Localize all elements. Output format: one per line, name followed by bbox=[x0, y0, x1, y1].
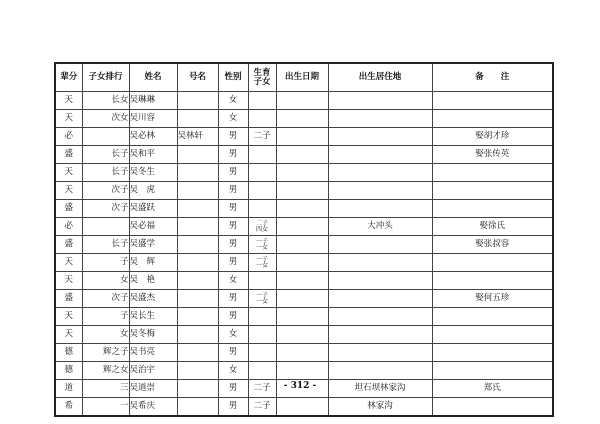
cell-generation: 天 bbox=[55, 272, 82, 290]
cell-children bbox=[248, 290, 276, 308]
cell-birth-order: 长女 bbox=[82, 92, 129, 110]
cell-name: 吴琳琳 bbox=[129, 92, 177, 110]
cell-residence bbox=[328, 128, 432, 146]
cell-children bbox=[248, 236, 276, 254]
cell-name: 吴必福 bbox=[129, 218, 177, 236]
cell-generation: 天 bbox=[55, 110, 82, 128]
cell-notes bbox=[432, 182, 553, 200]
cell-name: 吴 辉 bbox=[129, 254, 177, 272]
cell-generation: 必 bbox=[55, 218, 82, 236]
cell-generation: 盛 bbox=[55, 146, 82, 164]
cell-birth-date bbox=[276, 110, 328, 128]
cell-birth-date bbox=[276, 236, 328, 254]
cell-alias bbox=[177, 110, 218, 128]
cell-alias bbox=[177, 254, 218, 272]
cell-alias bbox=[177, 272, 218, 290]
cell-residence bbox=[328, 362, 432, 380]
cell-notes bbox=[432, 308, 553, 326]
cell-children bbox=[248, 362, 276, 380]
cell-name: 吴和平 bbox=[129, 146, 177, 164]
cell-generation: 盛 bbox=[55, 200, 82, 218]
table-row bbox=[55, 236, 553, 254]
cell-alias bbox=[177, 398, 218, 417]
cell-children bbox=[248, 272, 276, 290]
cell-birth-date bbox=[276, 344, 328, 362]
cell-children bbox=[248, 326, 276, 344]
cell-notes bbox=[432, 362, 553, 380]
cell-sex: 男 bbox=[218, 254, 248, 272]
cell-sex: 男 bbox=[218, 236, 248, 254]
cell-residence bbox=[328, 254, 432, 272]
cell-generation: 天 bbox=[55, 308, 82, 326]
cell-birth-order: 次子 bbox=[82, 200, 129, 218]
header-children-line-2: 子女 bbox=[253, 76, 271, 87]
cell-birth-order: 三 bbox=[82, 380, 129, 398]
cell-generation: 必 bbox=[55, 128, 82, 146]
genealogy-table bbox=[54, 62, 554, 417]
table-row bbox=[55, 254, 553, 272]
cell-birth-date bbox=[276, 200, 328, 218]
cell-birth-order: 子 bbox=[82, 308, 129, 326]
header-children-line-1: 生育 bbox=[253, 68, 271, 78]
cell-children-line: 一子 bbox=[255, 237, 268, 245]
cell-birth-date bbox=[276, 182, 328, 200]
cell-children bbox=[248, 110, 276, 128]
header-children bbox=[248, 63, 276, 92]
cell-residence bbox=[328, 182, 432, 200]
cell-children-line: 一女 bbox=[255, 261, 268, 269]
cell-residence bbox=[328, 200, 432, 218]
cell-children-line: 一子 bbox=[255, 291, 268, 299]
cell-notes: 娶何五珍 bbox=[432, 290, 553, 308]
header-name: 姓名 bbox=[129, 63, 177, 92]
cell-birth-order: 长子 bbox=[82, 164, 129, 182]
table-body bbox=[55, 92, 553, 417]
table-row bbox=[55, 110, 553, 128]
cell-residence bbox=[328, 326, 432, 344]
cell-birth-date bbox=[276, 362, 328, 380]
cell-alias bbox=[177, 236, 218, 254]
cell-alias: 吴林轩 bbox=[177, 128, 218, 146]
cell-name: 吴道崇 bbox=[129, 380, 177, 398]
cell-children bbox=[248, 218, 276, 236]
cell-birth-date bbox=[276, 272, 328, 290]
cell-sex: 女 bbox=[218, 272, 248, 290]
cell-birth-date bbox=[276, 218, 328, 236]
cell-birth-order: 辉之女 bbox=[82, 362, 129, 380]
cell-name: 吴冬生 bbox=[129, 164, 177, 182]
cell-generation: 盛 bbox=[55, 290, 82, 308]
cell-notes: 郑氏 bbox=[432, 380, 553, 398]
cell-birth-order: 次女 bbox=[82, 110, 129, 128]
cell-generation: 天 bbox=[55, 326, 82, 344]
cell-notes: 娶徐氏 bbox=[432, 218, 553, 236]
cell-sex: 男 bbox=[218, 200, 248, 218]
cell-residence bbox=[328, 272, 432, 290]
cell-name: 吴希庆 bbox=[129, 398, 177, 417]
table-row bbox=[55, 128, 553, 146]
table-row bbox=[55, 326, 553, 344]
cell-residence bbox=[328, 110, 432, 128]
cell-residence bbox=[328, 308, 432, 326]
cell-alias bbox=[177, 182, 218, 200]
cell-birth-order bbox=[82, 218, 129, 236]
cell-notes bbox=[432, 272, 553, 290]
cell-notes: 娶胡才珍 bbox=[432, 128, 553, 146]
cell-name: 吴盛跃 bbox=[129, 200, 177, 218]
cell-birth-date bbox=[276, 92, 328, 110]
cell-name: 吴治宇 bbox=[129, 362, 177, 380]
cell-notes: 娶张传英 bbox=[432, 146, 553, 164]
cell-residence bbox=[328, 344, 432, 362]
cell-children-line: 二子 bbox=[255, 219, 268, 227]
header-alias: 号名 bbox=[177, 63, 218, 92]
cell-generation: 盛 bbox=[55, 236, 82, 254]
cell-birth-order: 次子 bbox=[82, 290, 129, 308]
cell-generation: 天 bbox=[55, 164, 82, 182]
table-row bbox=[55, 308, 553, 326]
cell-sex: 男 bbox=[218, 164, 248, 182]
cell-sex: 男 bbox=[218, 218, 248, 236]
cell-sex: 男 bbox=[218, 290, 248, 308]
cell-alias bbox=[177, 146, 218, 164]
cell-notes bbox=[432, 398, 553, 417]
table-row bbox=[55, 218, 553, 236]
cell-sex: 女 bbox=[218, 326, 248, 344]
cell-notes bbox=[432, 344, 553, 362]
cell-birth-order bbox=[82, 128, 129, 146]
table-row bbox=[55, 200, 553, 218]
cell-birth-date bbox=[276, 326, 328, 344]
cell-alias bbox=[177, 326, 218, 344]
cell-alias bbox=[177, 92, 218, 110]
cell-residence: 坦石坝林家沟 bbox=[328, 380, 432, 398]
page-number: - 312 - bbox=[283, 381, 317, 391]
cell-generation: 道 bbox=[55, 380, 82, 398]
table-row bbox=[55, 398, 553, 417]
table-row bbox=[55, 344, 553, 362]
cell-name: 吴长生 bbox=[129, 308, 177, 326]
header-sex: 性别 bbox=[218, 63, 248, 92]
cell-alias bbox=[177, 362, 218, 380]
cell-children-line: 一女 bbox=[255, 243, 268, 251]
cell-birth-date bbox=[276, 164, 328, 182]
cell-name: 吴盛学 bbox=[129, 236, 177, 254]
cell-birth-date bbox=[276, 308, 328, 326]
table-row bbox=[55, 362, 553, 380]
cell-sex: 女 bbox=[218, 362, 248, 380]
header-notes: 备 注 bbox=[432, 63, 553, 92]
cell-alias bbox=[177, 164, 218, 182]
cell-children bbox=[248, 200, 276, 218]
cell-sex: 男 bbox=[218, 380, 248, 398]
cell-notes bbox=[432, 92, 553, 110]
cell-sex: 女 bbox=[218, 92, 248, 110]
cell-name: 吴 虎 bbox=[129, 182, 177, 200]
cell-residence bbox=[328, 92, 432, 110]
cell-birth-date bbox=[276, 254, 328, 272]
cell-children: 二子 bbox=[248, 128, 276, 146]
cell-alias bbox=[177, 218, 218, 236]
header-generation: 辈分 bbox=[55, 63, 82, 92]
cell-birth-order: 一 bbox=[82, 398, 129, 417]
cell-notes bbox=[432, 326, 553, 344]
cell-residence bbox=[328, 146, 432, 164]
cell-birth-order: 次子 bbox=[82, 182, 129, 200]
cell-generation: 天 bbox=[55, 92, 82, 110]
table-row bbox=[55, 182, 553, 200]
cell-name: 吴冬梅 bbox=[129, 326, 177, 344]
cell-birth-date bbox=[276, 290, 328, 308]
cell-birth-date bbox=[276, 128, 328, 146]
cell-sex: 女 bbox=[218, 110, 248, 128]
cell-children-line: 一子 bbox=[255, 255, 268, 263]
cell-generation: 希 bbox=[55, 398, 82, 417]
header-row bbox=[55, 63, 553, 92]
cell-generation: 德 bbox=[55, 362, 82, 380]
cell-children bbox=[248, 308, 276, 326]
cell-residence bbox=[328, 164, 432, 182]
cell-residence bbox=[328, 290, 432, 308]
cell-notes bbox=[432, 254, 553, 272]
cell-residence: 林家沟 bbox=[328, 398, 432, 417]
cell-generation: 德 bbox=[55, 344, 82, 362]
cell-birth-date bbox=[276, 146, 328, 164]
cell-sex: 男 bbox=[218, 146, 248, 164]
cell-children bbox=[248, 164, 276, 182]
cell-name: 吴 艳 bbox=[129, 272, 177, 290]
cell-name: 吴盛杰 bbox=[129, 290, 177, 308]
cell-sex: 男 bbox=[218, 128, 248, 146]
cell-generation: 天 bbox=[55, 182, 82, 200]
cell-alias bbox=[177, 308, 218, 326]
header-birth-order: 子女排行 bbox=[82, 63, 129, 92]
cell-residence bbox=[328, 236, 432, 254]
cell-sex: 男 bbox=[218, 398, 248, 417]
cell-children-line: 四女 bbox=[255, 225, 268, 233]
cell-children bbox=[248, 182, 276, 200]
cell-children-line: 一女 bbox=[255, 297, 268, 305]
cell-alias bbox=[177, 200, 218, 218]
cell-notes bbox=[432, 110, 553, 128]
cell-children bbox=[248, 254, 276, 272]
cell-birth-order: 子 bbox=[82, 254, 129, 272]
cell-children: 二子 bbox=[248, 380, 276, 398]
cell-birth-order: 辉之子 bbox=[82, 344, 129, 362]
cell-birth-order: 长子 bbox=[82, 236, 129, 254]
table-row bbox=[55, 164, 553, 182]
table-row bbox=[55, 146, 553, 164]
cell-children bbox=[248, 146, 276, 164]
cell-birth-date bbox=[276, 398, 328, 417]
cell-children bbox=[248, 92, 276, 110]
cell-name: 吴书亮 bbox=[129, 344, 177, 362]
cell-alias bbox=[177, 344, 218, 362]
header-residence: 出生居住地 bbox=[328, 63, 432, 92]
cell-notes bbox=[432, 164, 553, 182]
table-row bbox=[55, 272, 553, 290]
cell-children bbox=[248, 344, 276, 362]
cell-birth-order: 女 bbox=[82, 326, 129, 344]
cell-name: 吴必林 bbox=[129, 128, 177, 146]
cell-birth-order: 女 bbox=[82, 272, 129, 290]
cell-sex: 男 bbox=[218, 182, 248, 200]
cell-name: 吴川容 bbox=[129, 110, 177, 128]
header-birth-date: 出生日期 bbox=[276, 63, 328, 92]
cell-generation: 天 bbox=[55, 254, 82, 272]
cell-children: 二子 bbox=[248, 398, 276, 417]
cell-notes: 娶张叔容 bbox=[432, 236, 553, 254]
cell-notes bbox=[432, 200, 553, 218]
table-row bbox=[55, 290, 553, 308]
cell-sex: 男 bbox=[218, 308, 248, 326]
table-row bbox=[55, 92, 553, 110]
cell-alias bbox=[177, 290, 218, 308]
cell-sex: 男 bbox=[218, 344, 248, 362]
cell-residence: 大冲头 bbox=[328, 218, 432, 236]
cell-birth-order: 长子 bbox=[82, 146, 129, 164]
